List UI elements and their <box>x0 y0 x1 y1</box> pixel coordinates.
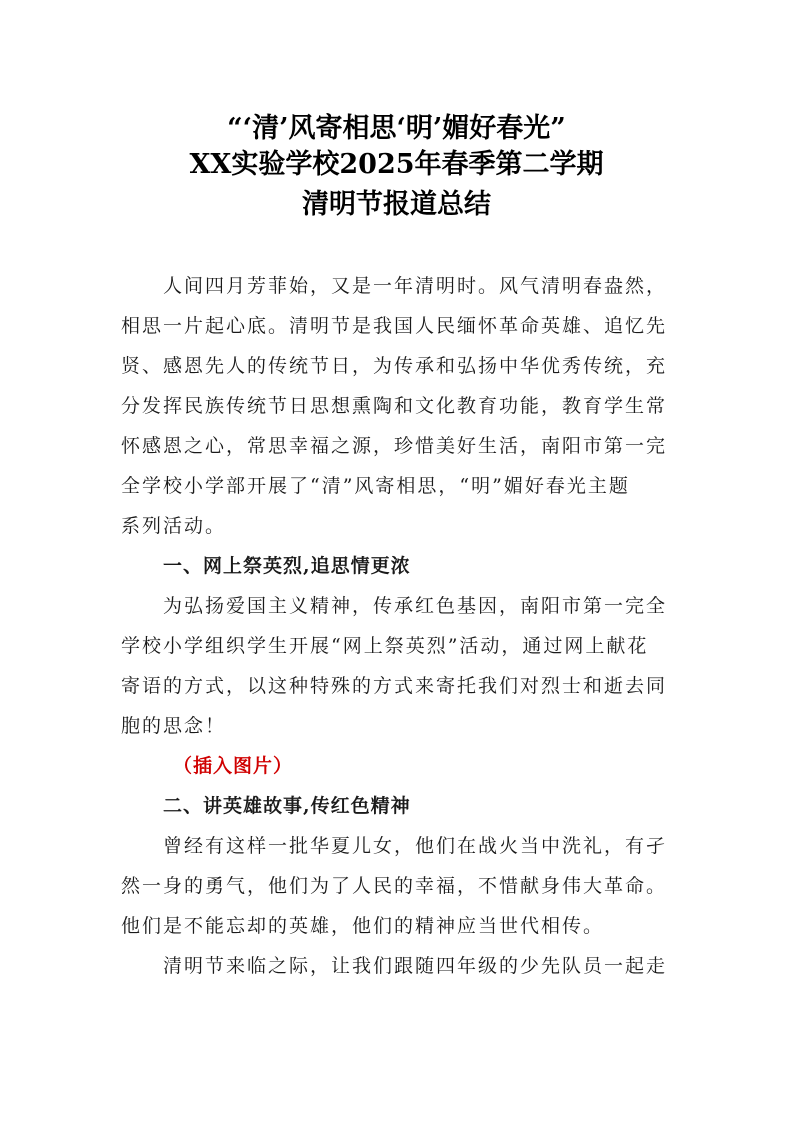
intro-line: 全学校小学部开展了“清”风寄相思，“明”媚好春光主题 <box>121 475 630 497</box>
section-2-heading: 二、讲英雄故事,传红色精神 <box>163 795 411 817</box>
section-2-paragraph-2 <box>121 946 681 986</box>
section-1-line: 为弘扬爱国主义精神，传承红色基因，南阳市第一完全 <box>163 595 668 617</box>
intro-line: 贤、感恩先人的传统节日，为传承和弘扬中华优秀传统，充 <box>121 355 668 377</box>
title-line-1: “‘清’风寄相思‘明’媚好春光” <box>227 113 566 144</box>
section-1-heading: 一、网上祭英烈,追思情更浓 <box>163 555 411 577</box>
section-1-line: 胞的思念！ <box>121 715 227 737</box>
section-2-line: 清明节来临之际，让我们跟随四年级的少先队员一起走 <box>163 955 668 977</box>
intro-line: 怀感恩之心，常思幸福之源，珍惜美好生活，南阳市第一完 <box>121 435 668 457</box>
section-2-line: 曾经有这样一批华夏儿女，他们在战火当中洗礼，有孑 <box>163 835 668 857</box>
image-placeholder: （插入图片） <box>173 755 294 777</box>
intro-line: 相思一片起心底。清明节是我国人民缅怀革命英雄、追忆先 <box>121 315 668 337</box>
section-1-paragraph <box>121 586 681 746</box>
intro-line: 系列活动。 <box>121 515 227 537</box>
section-2-line: 他们是不能忘却的英雄，他们的精神应当世代相传。 <box>121 915 605 937</box>
intro-line: 人间四月芳菲始，又是一年清明时。风气清明春盎然， <box>163 275 668 297</box>
section-2-line: 然一身的勇气，他们为了人民的幸福，不惜献身伟大革命。 <box>121 875 668 897</box>
section-1-line: 寄语的方式，以这种特殊的方式来寄托我们对烈士和逝去同 <box>121 675 668 697</box>
section-2-paragraph-1 <box>121 826 681 946</box>
title-line-2: XX实验学校2025年春季第二学期 <box>189 149 604 180</box>
intro-paragraph <box>121 266 681 546</box>
title-line-3: 清明节报道总结 <box>302 189 491 220</box>
intro-line: 分发挥民族传统节日思想熏陶和文化教育功能，教育学生常 <box>121 395 668 417</box>
section-1-line: 学校小学组织学生开展“网上祭英烈”活动，通过网上献花 <box>121 635 649 657</box>
document-body <box>121 266 681 986</box>
